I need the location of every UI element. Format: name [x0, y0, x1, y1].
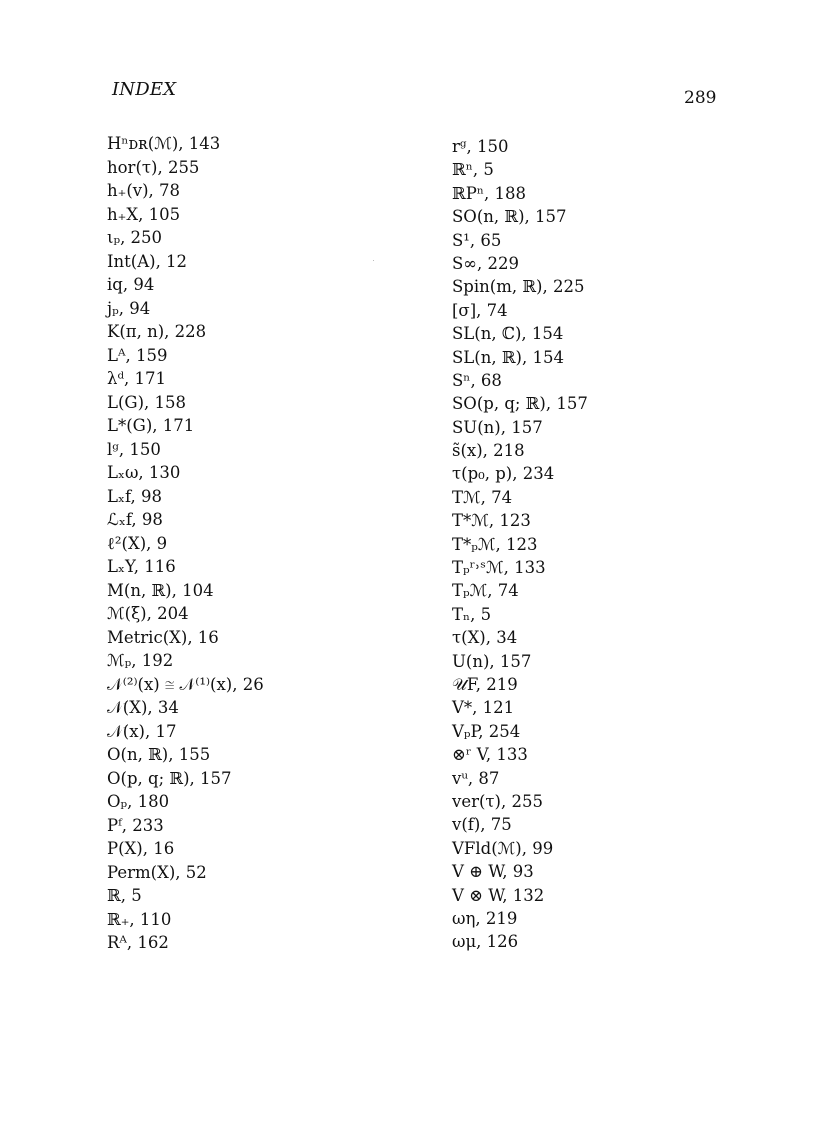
- index-entry: Int(A), 12: [107, 251, 188, 271]
- index-entry: 𝒩(x), 17: [107, 721, 177, 741]
- index-entry: Tₚʳ˒ˢℳ, 133: [452, 558, 546, 578]
- index-entry: ℝⁿ, 5: [452, 160, 494, 180]
- index-entry: ιₚ, 250: [107, 228, 163, 247]
- index-entry: SO(p, q; ℝ), 157: [452, 394, 588, 414]
- index-entry: S∞, 229: [452, 253, 520, 273]
- index-entry: Lₓf, 98: [107, 486, 162, 506]
- index-entry: ℒₓf, 98: [107, 510, 163, 529]
- index-entry: jₚ, 94: [107, 298, 151, 318]
- index-entry: Rᴬ, 162: [107, 933, 169, 952]
- index-entry: h₊(v), 78: [107, 181, 181, 200]
- index-column-left: [107, 132, 427, 955]
- index-entry: Tₙ, 5: [452, 604, 492, 624]
- index-entry: [σ], 74: [452, 300, 508, 320]
- index-entry: Tₚℳ, 74: [452, 581, 519, 601]
- index-entry: V ⊗ W, 132: [452, 885, 545, 905]
- index-entry: ver(τ), 255: [452, 791, 543, 811]
- index-entry: Pᶠ, 233: [107, 815, 164, 835]
- index-entry: O(n, ℝ), 155: [107, 745, 211, 764]
- index-entry: VₚP, 254: [452, 721, 521, 741]
- index-entry: Sⁿ, 68: [452, 370, 502, 390]
- index-entry: Oₚ, 180: [107, 792, 170, 811]
- index-entry: ωμ, 126: [452, 932, 519, 952]
- index-entry: O(p, q; ℝ), 157: [107, 768, 232, 788]
- index-entry: S¹, 65: [452, 230, 502, 250]
- index-entry: T*ₚℳ, 123: [452, 534, 538, 554]
- index-entry: 𝒩(X), 34: [107, 698, 179, 717]
- index-entry: Tℳ, 74: [452, 487, 513, 507]
- index-entry: ℳₚ, 192: [107, 651, 174, 670]
- index-entry: Spin(m, ℝ), 225: [452, 277, 585, 297]
- index-entry: U(n), 157: [452, 651, 532, 671]
- index-entry: λᵈ, 171: [107, 369, 167, 388]
- index-entry: SU(n), 157: [452, 417, 543, 437]
- page-number: 289: [684, 88, 717, 108]
- index-entry: Metric(X), 16: [107, 627, 219, 647]
- index-entry: M(n, ℝ), 104: [107, 580, 214, 600]
- index-entry: V*, 121: [452, 698, 515, 718]
- index-entry: ℓ²(X), 9: [107, 533, 168, 553]
- index-entry: P(X), 16: [107, 839, 175, 858]
- index-entry: 𝒩⁽²⁾(x) ≅ 𝒩⁽¹⁾(x), 26: [107, 674, 264, 694]
- index-entry: SL(n, ℝ), 154: [452, 347, 564, 367]
- running-head: INDEX: [112, 79, 177, 100]
- index-entry: SL(n, ℂ), 154: [452, 324, 564, 344]
- index-entry: 𝒰F, 219: [452, 674, 518, 694]
- index-entry: LₓY, 116: [107, 557, 176, 576]
- index-entry: h₊X, 105: [107, 204, 181, 224]
- index-entry: T*ℳ, 123: [452, 511, 531, 531]
- index-entry: s̃(x), 218: [452, 441, 525, 461]
- index-entry: lᵍ, 150: [107, 439, 161, 459]
- index-entry: hor(τ), 255: [107, 157, 200, 177]
- scan-speck: [373, 260, 374, 261]
- index-entry: L*(G), 171: [107, 416, 195, 435]
- index-entry: τ(p₀, p), 234: [452, 464, 555, 484]
- index-entry: ⊗ʳ V, 133: [452, 745, 528, 765]
- index-column-right: [452, 135, 782, 954]
- index-entry: ℳ(ξ), 204: [107, 604, 189, 623]
- index-entry: K(π, n), 228: [107, 322, 207, 341]
- index-entry: V ⊕ W, 93: [452, 862, 534, 882]
- index-entry: iq, 94: [107, 275, 155, 294]
- index-entry: v(f), 75: [452, 815, 512, 835]
- index-entry: vᵘ, 87: [452, 768, 500, 788]
- index-entry: Lₓω, 130: [107, 463, 181, 482]
- index-entry: ℝPⁿ, 188: [452, 183, 526, 203]
- index-entry: VFld(ℳ), 99: [452, 838, 554, 858]
- index-entry: Hⁿᴅʀ(ℳ), 143: [107, 134, 221, 153]
- index-entry: SO(n, ℝ), 157: [452, 207, 567, 227]
- index-entry: L(G), 158: [107, 392, 186, 412]
- index-entry: ℝ₊, 110: [107, 909, 172, 929]
- index-entry: ωη, 219: [452, 908, 518, 928]
- index-entry: τ(X), 34: [452, 628, 518, 648]
- index-entry: ℝ, 5: [107, 886, 142, 905]
- index-entry: Perm(X), 52: [107, 862, 207, 882]
- index-entry: Lᴬ, 159: [107, 345, 168, 365]
- index-entry: rᵍ, 150: [452, 137, 509, 156]
